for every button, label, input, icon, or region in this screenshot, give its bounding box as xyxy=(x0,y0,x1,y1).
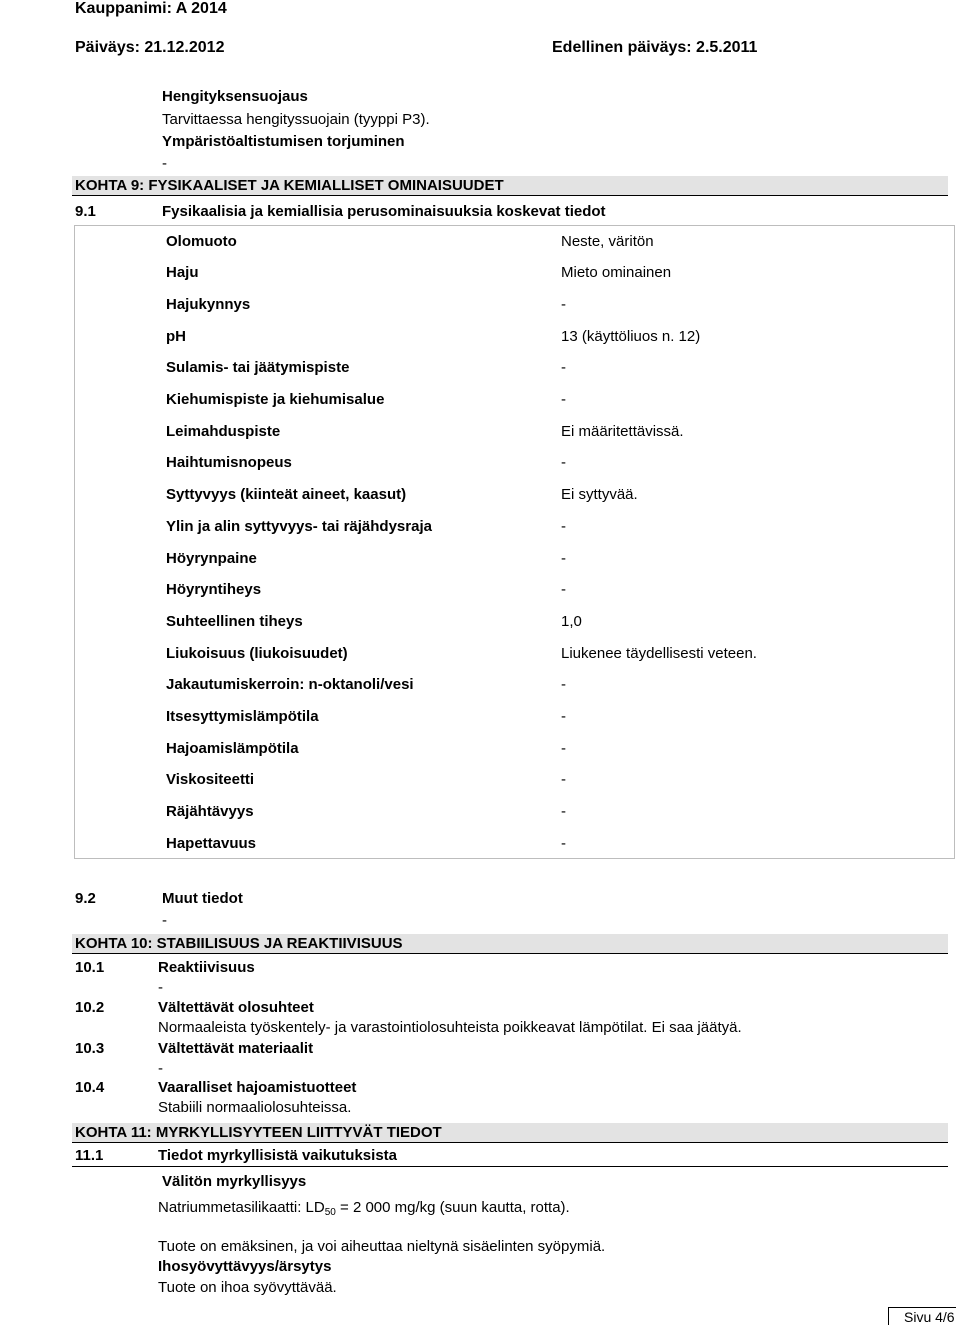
property-row xyxy=(166,515,946,537)
environmental-exposure-title: Ympäristöaltistumisen torjuminen xyxy=(162,133,405,150)
property-value: Mieto ominainen xyxy=(561,264,672,282)
property-name: Kiehumispiste ja kiehumisalue xyxy=(166,391,385,408)
section-11-title: KOHTA 11: MYRKYLLISYYTEEN LIITTYVÄT TIEDOT xyxy=(75,1124,442,1141)
acute-toxicity-text: Natriummetasilikaatti: $LD_{50} = 2$ 000 mg/kg (suun kautta, rotta). xyxy=(158,1199,570,1218)
property-name: Haihtumisnopeus xyxy=(166,454,292,472)
property-value: - xyxy=(561,581,566,599)
subsection-9-2-text: - xyxy=(162,912,167,929)
property-row xyxy=(166,452,946,474)
property-name: Syttyvyys (kiinteät aineet, kaasut) xyxy=(166,486,407,504)
subsection-10-3-number: 10.3 xyxy=(75,1040,105,1057)
property-name: Hajukynnys xyxy=(166,295,251,313)
acute-toxicity-title: Välitön myrkyllisyys xyxy=(162,1173,307,1190)
subsection-9-2-number: 9.2 xyxy=(75,890,96,907)
property-row xyxy=(166,325,946,347)
property-row xyxy=(166,642,946,664)
property-row xyxy=(166,547,946,569)
property-name: Ylin ja alin syttyvyys- tai räjähdysraja xyxy=(166,517,432,535)
subsection-10-3-text: - xyxy=(158,1060,163,1077)
property-row xyxy=(166,293,946,315)
respiratory-protection-text: Tarvittaessa hengityssuojain (tyyppi P3). xyxy=(162,111,430,128)
property-value: - xyxy=(561,391,566,408)
property-row xyxy=(166,769,946,791)
page-number: Sivu 4/6 xyxy=(888,1307,956,1325)
property-value: - xyxy=(561,708,566,725)
property-name: Höyryntiheys xyxy=(166,581,262,599)
trade-name: Kauppanimi: A 2014 xyxy=(75,0,227,17)
property-row xyxy=(166,674,946,696)
date: Päiväys: 21.12.2012 xyxy=(75,39,225,56)
property-value: - xyxy=(561,803,566,821)
subsection-11-1-rule xyxy=(72,1166,948,1167)
property-value: - xyxy=(561,834,566,852)
property-row xyxy=(166,420,946,442)
subsection-10-4-number: 10.4 xyxy=(75,1079,105,1096)
properties-table xyxy=(74,225,955,859)
property-value: - xyxy=(561,676,566,694)
previous-date: Edellinen päiväys: 2.5.2011 xyxy=(552,39,758,56)
property-row xyxy=(166,579,946,601)
property-value: - xyxy=(561,517,566,535)
property-row xyxy=(166,832,946,854)
property-value: - xyxy=(561,454,566,472)
subsection-10-2-number: 10.2 xyxy=(75,999,105,1016)
property-row xyxy=(166,706,946,728)
property-name: Leimahduspiste xyxy=(166,422,281,440)
property-name: Jakautumiskerroin: n-oktanoli/vesi xyxy=(166,676,414,694)
property-row xyxy=(166,801,946,823)
property-value: - xyxy=(561,359,566,377)
subsection-10-1-title: Reaktiivisuus xyxy=(158,959,255,976)
subsection-11-1-title: Tiedot myrkyllisistä vaikutuksista xyxy=(158,1147,397,1164)
property-name: Liukoisuus (liukoisuudet) xyxy=(166,644,348,662)
property-value: Liukenee täydellisesti veteen. xyxy=(561,644,757,662)
property-name: Olomuoto xyxy=(166,232,237,250)
environmental-exposure-text: - xyxy=(162,155,167,172)
subsection-9-2-title: Muut tiedot xyxy=(162,890,243,907)
property-row xyxy=(166,610,946,632)
property-value: Ei määritettävissä. xyxy=(561,422,684,440)
property-name: Hapettavuus xyxy=(166,834,257,852)
property-name: Höyrynpaine xyxy=(166,549,257,567)
property-name: Viskositeetti xyxy=(166,771,255,789)
subsection-10-1-text: - xyxy=(158,979,163,996)
property-value: - xyxy=(561,549,566,567)
property-row xyxy=(166,357,946,379)
subsection-9-1-number: 9.1 xyxy=(75,203,96,220)
subsection-9-1-title: Fysikaalisia ja kemiallisia perusominaisuuksia koskevat tiedot xyxy=(162,203,606,220)
property-name: Haju xyxy=(166,264,199,282)
property-name: pH xyxy=(166,327,186,345)
skin-corrosion-title: Ihosyövyttävyys/ärsytys xyxy=(158,1258,332,1275)
property-name: Itsesyttymislämpötila xyxy=(166,708,319,725)
subsection-11-1-number: 11.1 xyxy=(75,1147,104,1164)
property-value: 1,0 xyxy=(561,612,582,630)
property-row xyxy=(166,737,946,759)
section-9-title: KOHTA 9: FYSIKAALISET JA KEMIALLISET OMINAISUUDET xyxy=(75,177,504,194)
skin-corrosion-text: Tuote on ihoa syövyttävää. xyxy=(158,1279,337,1296)
subsection-10-1-number: 10.1 xyxy=(75,959,105,976)
property-row xyxy=(166,230,946,252)
property-row xyxy=(166,484,946,506)
property-name: Sulamis- tai jäätymispiste xyxy=(166,359,350,377)
property-name: Räjähtävyys xyxy=(166,803,254,821)
subsection-10-3-title: Vältettävät materiaalit xyxy=(158,1040,314,1057)
section-10-title: KOHTA 10: STABIILISUUS JA REAKTIIVISUUS xyxy=(75,935,403,952)
subsection-10-2-title: Vältettävät olosuhteet xyxy=(158,999,314,1016)
property-value: Neste, väritön xyxy=(561,232,654,250)
property-value: - xyxy=(561,771,566,789)
corrosivity-note: Tuote on emäksinen, ja voi aiheuttaa nieltynä sisäelinten syöpymiä. xyxy=(158,1238,606,1255)
subsection-10-2-text: Normaaleista työskentely- ja varastointiolosuhteista poikkeavat lämpötilat. Ei saa jäätyä. xyxy=(158,1019,742,1036)
subsection-10-4-text: Stabiili normaaliolosuhteissa. xyxy=(158,1099,352,1116)
property-value: - xyxy=(561,739,566,757)
property-name: Hajoamislämpötila xyxy=(166,739,299,757)
property-value: - xyxy=(561,295,566,313)
property-value: 13 (käyttöliuos n. 12) xyxy=(561,327,701,345)
respiratory-protection-title: Hengityksensuojaus xyxy=(162,88,308,105)
property-row xyxy=(166,389,946,411)
subsection-10-4-title: Vaaralliset hajoamistuotteet xyxy=(158,1079,357,1096)
property-name: Suhteellinen tiheys xyxy=(166,612,303,630)
property-value: Ei syttyvää. xyxy=(561,486,638,504)
property-row xyxy=(166,262,946,284)
